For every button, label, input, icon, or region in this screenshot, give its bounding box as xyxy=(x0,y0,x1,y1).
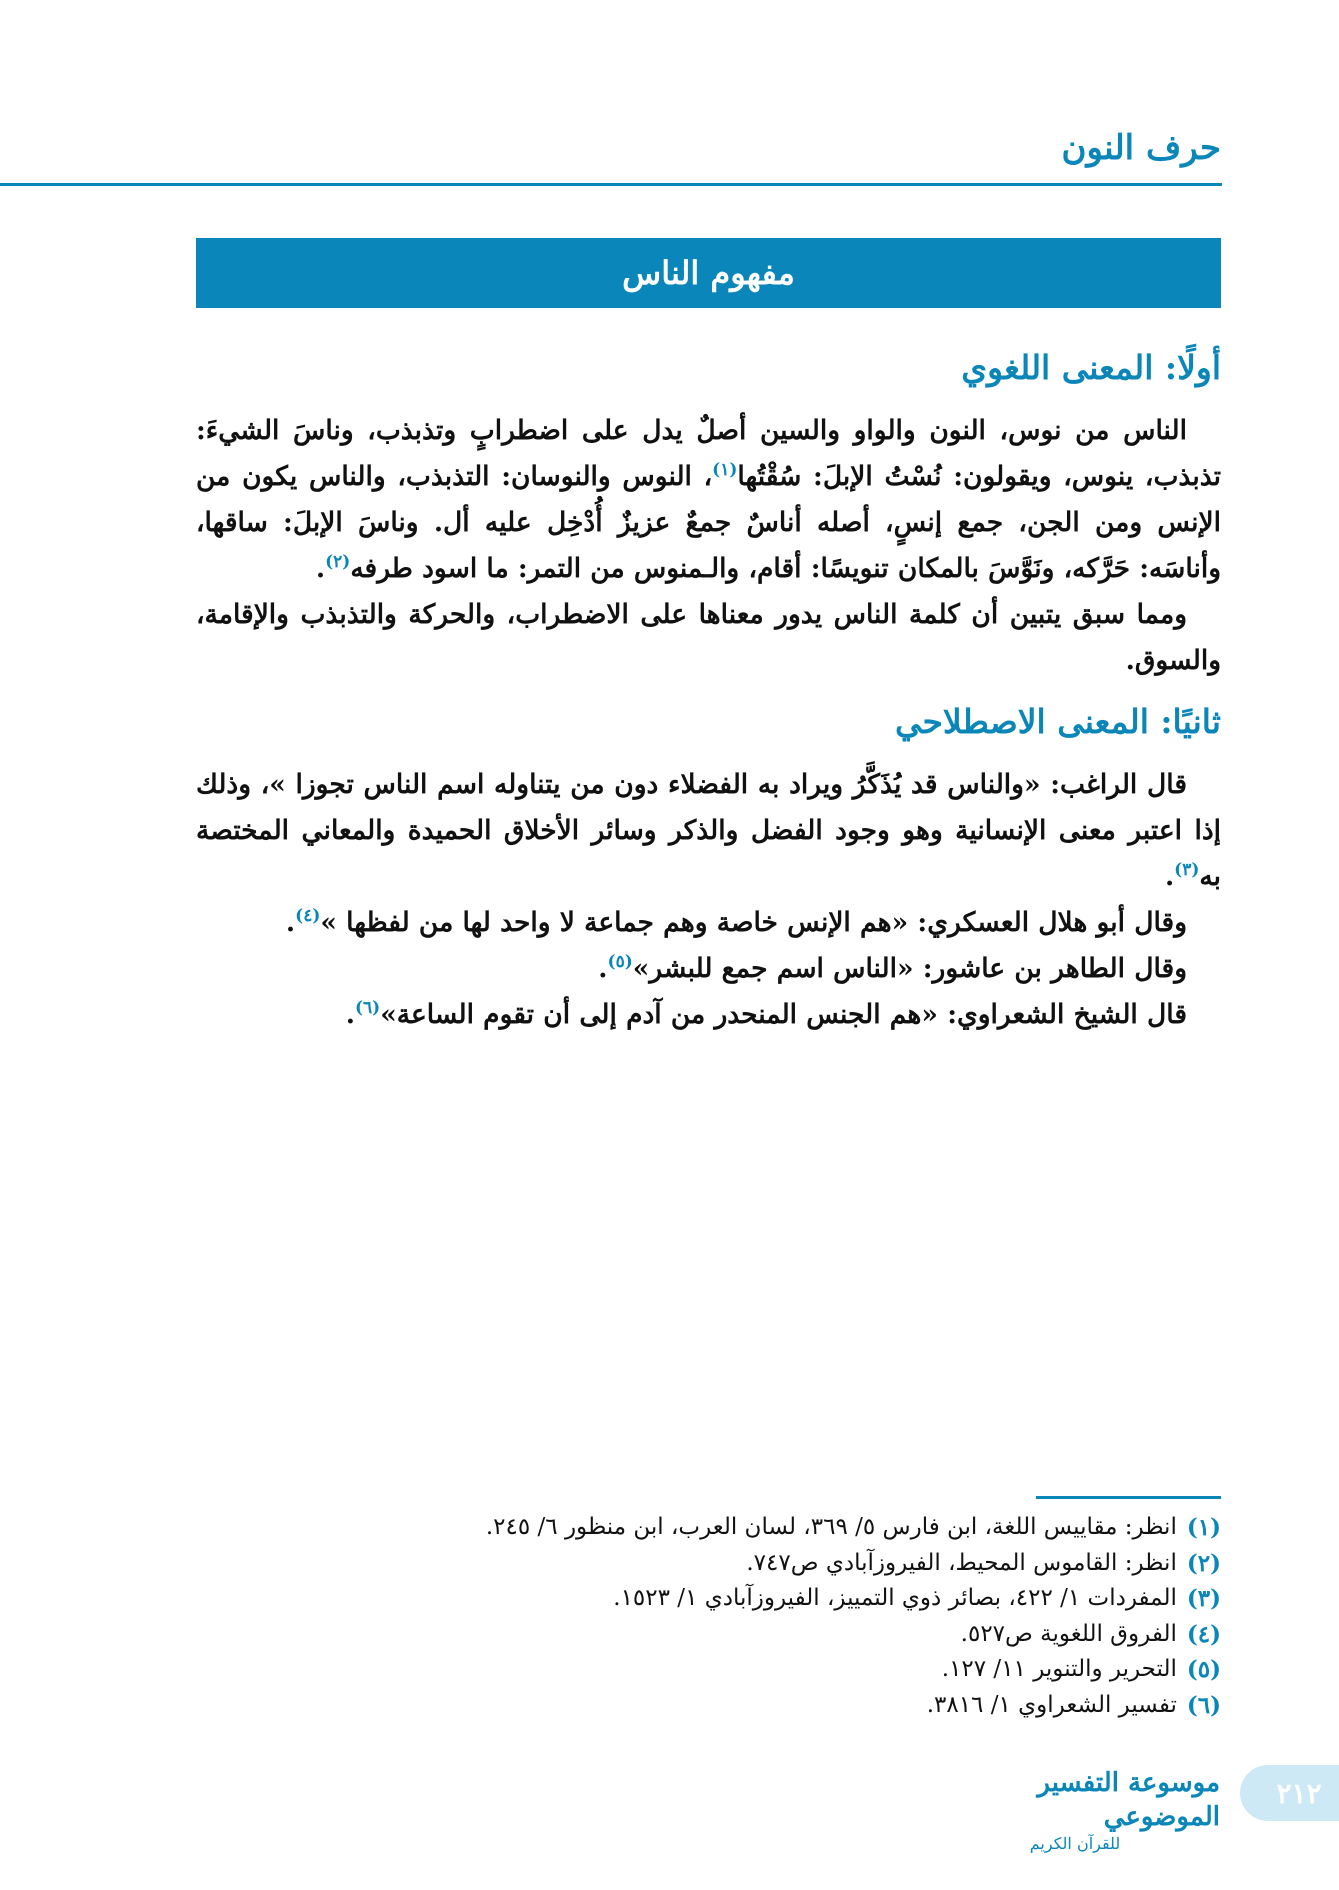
spacer xyxy=(196,684,1221,692)
text: قال الراغب: «والناس قد يُذَكَّرُ ويراد به الفضلاء دون من يتناوله اسم الناس تجوزا »، وذلك إذا اعتبر معنى الإنسانية وهو وجود الفضل والذكر وسائر الأخلاق الحميدة والمعاني المختصة به xyxy=(196,769,1221,892)
text: ، النوس والنوسان: التذبذب، والناس يكون من الإنس ومن الجن، جمع إنسٍ، أصله أناسٌ جمعٌ عزيزٌ أُدْخِل عليه أل. وناسَ الإبلَ: ساقها، وأناسَه: حَرَّكه، ونَوَّسَ بالمكان تنويسًا: أقام، والـمنوس من التمر: ما اسود طرفه xyxy=(196,461,1221,584)
footnote-number: (٢) xyxy=(1186,1549,1221,1577)
footnote-marker-3[interactable]: (٣) xyxy=(1174,860,1200,881)
title-banner xyxy=(196,238,1221,308)
footnote-item xyxy=(196,1510,1221,1546)
footnote-rule xyxy=(1036,1496,1221,1499)
section-title-linguistic: أولًا: المعنى اللغوي xyxy=(961,348,1221,387)
section-title-technical: ثانيًا: المعنى الاصطلاحي xyxy=(895,702,1221,741)
paragraph-technical-4 xyxy=(196,992,1221,1038)
logo-subtitle: للقرآن الكريم xyxy=(1029,1834,1121,1853)
footnote-text: التحرير والتنوير ١١/ ١٢٧. xyxy=(941,1656,1177,1682)
paragraph-technical-3 xyxy=(196,946,1221,992)
text: . xyxy=(315,553,326,584)
footnote-item xyxy=(196,1581,1221,1617)
footnote-text: انظر: مقاييس اللغة، ابن فارس ٥/ ٣٦٩، لسان العرب، ابن منظور ٦/ ٢٤٥. xyxy=(485,1514,1177,1540)
text: . xyxy=(598,953,608,984)
text: . xyxy=(345,999,355,1030)
logo-title: موسوعة التفسير الموضوعي xyxy=(1037,1768,1220,1832)
footnotes-list xyxy=(196,1510,1221,1723)
running-header-title: حرف النون xyxy=(1061,128,1221,168)
footnote-marker-1[interactable]: (١) xyxy=(712,460,738,481)
banner-title: مفهوم الناس xyxy=(622,254,795,292)
footnote-number: (٥) xyxy=(1186,1656,1221,1683)
paragraph-linguistic-1 xyxy=(196,408,1221,592)
footnote-marker-4[interactable]: (٤) xyxy=(295,906,321,927)
footnote-number: (٤) xyxy=(1186,1620,1221,1648)
footnote-number: (١) xyxy=(1186,1514,1221,1541)
footnote-text: انظر: القاموس المحيط، الفيروزآبادي ص٧٤٧. xyxy=(746,1549,1177,1576)
text: قال الشيخ الشعراوي: «هم الجنس المنحدر من آدم إلى أن تقوم الساعة» xyxy=(380,999,1187,1030)
footnote-number: (٦) xyxy=(1186,1691,1221,1719)
paragraph-technical-1 xyxy=(196,762,1221,900)
footnote-item xyxy=(196,1617,1221,1653)
footnote-item xyxy=(196,1546,1221,1582)
text: وقال أبو هلال العسكري: «هم الإنس خاصة وهم جماعة لا واحد لها من لفظها » xyxy=(320,907,1187,938)
footnote-text: الفروق اللغوية ص٥٢٧. xyxy=(960,1620,1177,1647)
footnote-number: (٣) xyxy=(1186,1585,1221,1612)
encyclopedia-logo xyxy=(930,1768,1220,1853)
footnote-marker-5[interactable]: (٥) xyxy=(607,952,633,973)
footnote-text: المفردات ١/ ٤٢٢، بصائر ذوي التمييز، الفيروزآبادي ١/ ١٥٢٣. xyxy=(613,1585,1177,1611)
footnote-marker-2[interactable]: (٢) xyxy=(325,552,351,573)
text: . xyxy=(285,907,296,938)
header-rule xyxy=(0,183,1222,186)
page-number-tab xyxy=(1240,1765,1339,1821)
footnote-item xyxy=(196,1688,1221,1724)
footnote-item xyxy=(196,1652,1221,1688)
text: . xyxy=(1164,861,1175,892)
footnote-text: تفسير الشعراوي ١/ ٣٨١٦. xyxy=(926,1691,1177,1718)
main-content xyxy=(196,338,1221,1038)
paragraph-linguistic-2: ومما سبق يتبين أن كلمة الناس يدور معناها على الاضطراب، والحركة والتذبذب والإقامة، والسوق. xyxy=(196,599,1221,676)
footnote-marker-6[interactable]: (٦) xyxy=(354,998,381,1019)
paragraph-technical-2 xyxy=(196,900,1221,946)
page-number: ٢١٢ xyxy=(1276,1776,1322,1810)
text: الناس من نوس، النون والواو والسين أصلٌ يدل على اضطرابٍ وتذبذب، وناسَ الشيءَ: تذبذب، ينوس، ويقولون: نُسْتُ الإبلَ: سُقْتُها xyxy=(196,415,1222,492)
text: وقال الطاهر بن عاشور: «الناس اسم جمع للبشر» xyxy=(632,953,1187,984)
